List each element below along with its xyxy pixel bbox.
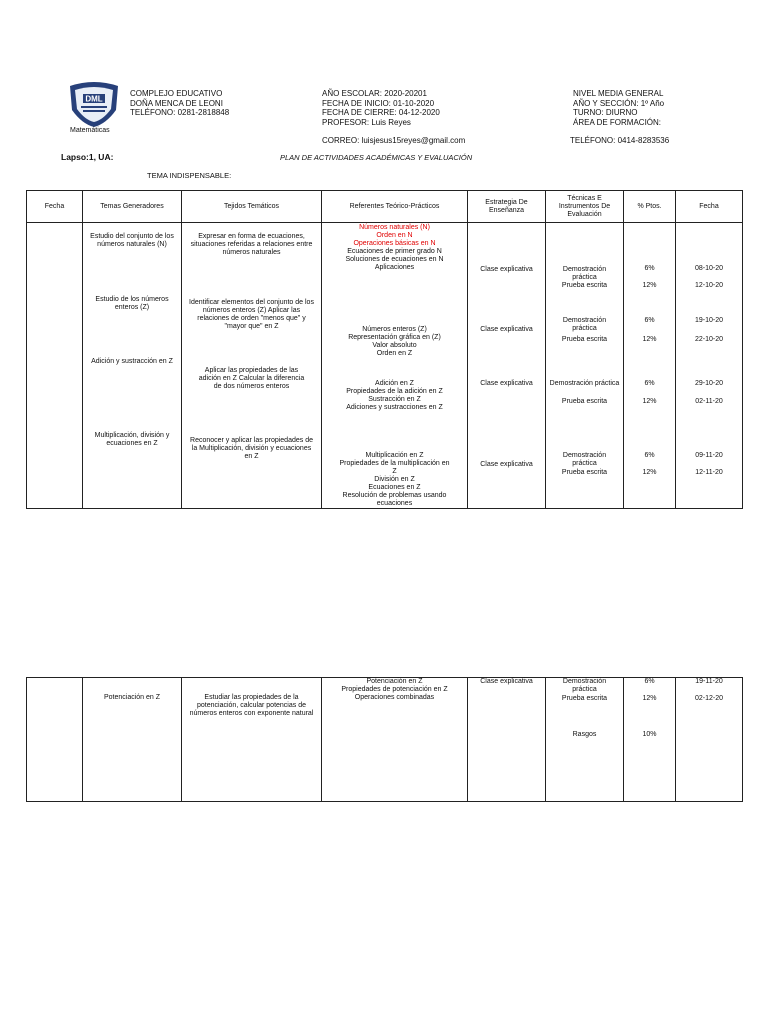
ref-2-2: Representación gráfica en (Z) [348, 334, 441, 341]
fecha-5-1: 19-11-20 [695, 678, 723, 685]
school-year: AÑO ESCOLAR: 2020-20201 [322, 89, 427, 98]
ref-red-1: Números naturales (N) [359, 224, 430, 231]
ref-1-3: Aplicaciones [374, 264, 415, 271]
header-fecha: Fecha [27, 191, 83, 223]
ref-red-2: Orden en N [376, 232, 413, 239]
ref-3-4: Adiciones y sustracciones en Z [346, 404, 443, 411]
rasgos: Rasgos [572, 731, 597, 738]
header-tecnicas: Técnicas E Instrumentos De Evaluación [546, 191, 624, 223]
area: ÁREA DE FORMACIÓN: [573, 117, 662, 127]
ref-2-3: Valor absoluto [372, 342, 417, 349]
school-phone: TELÉFONO: 0281-2818848 [130, 108, 230, 117]
fecha-cell [27, 223, 83, 509]
lapso: Lapso:1, UA: [61, 152, 114, 162]
fecha-3-1: 29-10-20 [694, 380, 724, 387]
header-temas: Temas Generadores [83, 191, 182, 223]
svg-text:DML: DML [85, 94, 103, 104]
shift: TURNO: DIURNO [573, 108, 638, 117]
grade-section: AÑO Y SECCIÓN: 1º Año [573, 98, 665, 108]
ref-4-3: División en Z [374, 476, 415, 483]
pts-5-2: 12% [642, 695, 657, 702]
tecnica-3-1: Demostración práctica [549, 380, 620, 387]
tecnica-2-2: Prueba escrita [561, 336, 608, 343]
estrategia-row-2: Clase explicativa [480, 326, 533, 333]
fecha-5-2: 02-12-20 [694, 695, 724, 702]
rasgos-pts: 10% [642, 731, 657, 738]
ref-4-5: Resolución de problemas usando ecuaciones [342, 492, 447, 507]
header-fecha-2: Fecha [676, 191, 743, 223]
ref-3-3: Sustracción en Z [368, 396, 421, 403]
ref-1-1: Ecuaciones de primer grado N [347, 248, 442, 255]
header-tejidos: Tejidos Temáticos [182, 191, 322, 223]
pts-1-1: 6% [644, 265, 655, 272]
end-date: FECHA DE CIERRE: 04-12-2020 [322, 108, 440, 117]
ref-red-3: Operaciones básicas en N [353, 240, 436, 247]
pts-5-1: 6% [644, 678, 655, 685]
estrategia-row-1: Clase explicativa [480, 266, 533, 273]
estrategia-row-3: Clase explicativa [480, 380, 533, 387]
ref-1-2: Soluciones de ecuaciones en N [345, 256, 444, 263]
header-ptos: % Ptos. [624, 191, 676, 223]
tecnica-3-2: Prueba escrita [561, 398, 608, 405]
tecnica-4-1: Demostración práctica [562, 452, 607, 467]
ref-3-1: Adición en Z [375, 380, 414, 387]
tema-row-3: Adición y sustracción en Z [91, 358, 173, 365]
start-date: FECHA DE INICIO: 01-10-2020 [322, 98, 435, 108]
tejido-row-1: Expresar en forma de ecuaciones, situaciones referidas a relaciones entre números naturales [190, 233, 313, 256]
pts-2-1: 6% [644, 317, 655, 324]
ref-5-1: Potenciación en Z [366, 678, 423, 685]
school-name-2: DOÑA MENCA DE LEONI [130, 98, 223, 108]
level: NIVEL MEDIA GENERAL [573, 89, 664, 98]
tecnica-5-1: Demostración práctica [562, 678, 607, 693]
pts-3-1: 6% [644, 380, 655, 387]
header-estrategia: Estrategia De Enseñanza [468, 191, 546, 223]
tema-indispensable: TEMA INDISPENSABLE: [147, 171, 232, 180]
tema-row-2: Estudio de los números enteros (Z) [95, 296, 169, 311]
fecha-4-2: 12-11-20 [695, 469, 723, 476]
school-name: COMPLEJO EDUCATIVO [130, 89, 223, 98]
subject-label: Matemáticas [70, 127, 110, 134]
ref-5-2: Propiedades de potenciación en Z [341, 686, 448, 693]
fecha-1-2: 12-10-20 [694, 282, 724, 289]
fecha-4-1: 09-11-20 [695, 452, 723, 459]
estrategia-row-4: Clase explicativa [480, 461, 533, 468]
plan-table-continued [26, 677, 743, 802]
tejido-row-3: Aplicar las propiedades de las adición en Z Calcular la diferencia de dos números enteros [198, 367, 305, 390]
pts-4-2: 12% [642, 469, 657, 476]
ref-5-3: Operaciones combinadas [354, 694, 435, 701]
tecnica-1-2: Prueba escrita [561, 282, 608, 289]
tecnica-2-1: Demostración práctica [562, 317, 607, 332]
tejido-row-4: Reconocer y aplicar las propiedades de la Multiplicación, división y ecuaciones en Z [190, 437, 313, 460]
plan-title: PLAN DE ACTIVIDADES ACADÉMICAS Y EVALUACIÓN [280, 153, 473, 162]
fecha-2-2: 22-10-20 [694, 336, 724, 343]
estrategia-row-5: Clase explicativa [480, 678, 533, 685]
teacher-email: CORREO: luisjesus15reyes@gmail.com [322, 136, 466, 145]
fecha-1-1: 08-10-20 [694, 265, 724, 272]
ref-2-4: Orden en Z [376, 350, 413, 357]
tejido-row-2: Identificar elementos del conjunto de los números enteros (Z) Aplicar las relaciones de orden "menos que" y "mayor que" en Z [189, 299, 314, 330]
ref-4-1: Multiplicación en Z [365, 452, 424, 459]
plan-table [26, 190, 743, 509]
tecnica-1-1: Demostración práctica [562, 266, 607, 281]
ref-3-2: Propiedades de la adición en Z [346, 388, 443, 395]
teacher: PROFESOR: Luis Reyes [322, 117, 411, 127]
fecha-cell-2 [27, 678, 83, 802]
tecnica-4-2: Prueba escrita [561, 469, 608, 476]
tecnica-5-2: Prueba escrita [561, 695, 608, 702]
fecha-2-1: 19-10-20 [694, 317, 724, 324]
tema-row-5: Potenciación en Z [103, 694, 161, 701]
pts-2-2: 12% [642, 336, 657, 343]
ref-4-2: Propiedades de la multiplicación en Z [339, 460, 450, 475]
pts-4-1: 6% [644, 452, 655, 459]
tema-row-1: Estudio del conjunto de los números naturales (N) [90, 233, 174, 248]
pts-3-2: 12% [642, 398, 657, 405]
tejido-row-5: Estudiar las propiedades de la potenciación, calcular potencias de números enteros con exponente natural [189, 694, 314, 717]
school-shield-logo [66, 80, 122, 128]
fecha-3-2: 02-11-20 [695, 398, 723, 405]
tema-row-4: Multiplicación, división y ecuaciones en Z [94, 432, 170, 447]
right-phone: TELÉFONO: 0414-8283536 [570, 136, 670, 145]
header-referentes: Referentes Teórico-Prácticos [322, 191, 468, 223]
ref-4-4: Ecuaciones en Z [368, 484, 421, 491]
ref-2-1: Números enteros (Z) [362, 326, 427, 333]
pts-1-2: 12% [642, 282, 657, 289]
